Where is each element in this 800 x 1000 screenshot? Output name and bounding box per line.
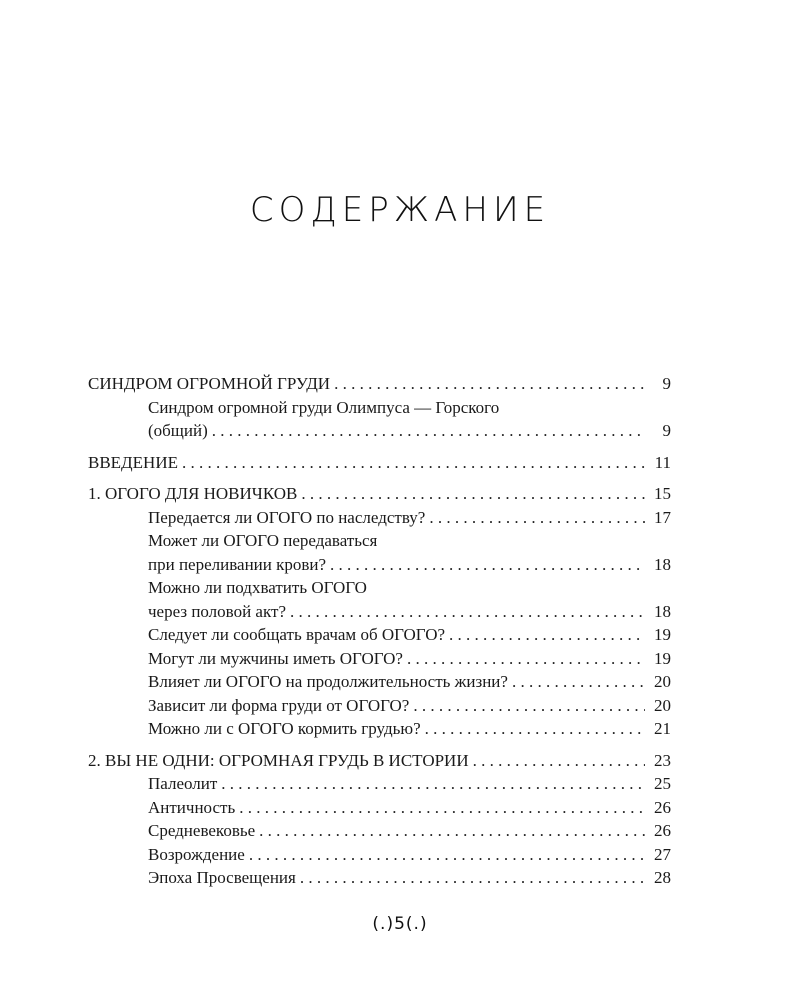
- toc-entry-title: Может ли ОГОГО передаваться: [148, 531, 378, 550]
- toc-page-number: 26: [654, 797, 671, 817]
- toc-page-number: 23: [654, 750, 671, 770]
- toc-entry-title: Влияет ли ОГОГО на продолжительность жизни?: [148, 672, 508, 691]
- toc-entry-title: при переливании крови?: [148, 554, 327, 574]
- toc-section-entry: [88, 553, 671, 577]
- toc-entry-title: Эпоха Просвещения: [148, 868, 296, 887]
- dot-leader: [297, 482, 645, 506]
- toc-entry-title: Возрождение: [148, 844, 245, 864]
- toc-section-entry: [88, 623, 671, 647]
- toc-page-number: 25: [654, 774, 671, 793]
- toc-page-number: 20: [654, 695, 671, 715]
- toc-entry-title: Следует ли сообщать врачам об ОГОГО?: [148, 625, 446, 644]
- toc-entry-title: Можно ли с ОГОГО кормить грудью?: [148, 719, 421, 738]
- toc-section-entry: [88, 670, 671, 694]
- toc-entry-title: Зависит ли форма груди от ОГОГО?: [148, 695, 410, 715]
- toc-page-number: 26: [654, 821, 671, 840]
- toc-section-entry: [88, 694, 671, 718]
- toc-section-entry: [88, 506, 671, 530]
- toc-section-entry: [88, 419, 671, 443]
- dot-leader: [217, 772, 645, 796]
- dot-leader: [245, 843, 645, 867]
- toc-page-number: 19: [654, 625, 671, 644]
- toc-section-entry: [88, 576, 671, 600]
- toc-entry-title: Передается ли ОГОГО по наследству?: [148, 507, 426, 527]
- toc-entry-title: Античность: [148, 797, 236, 817]
- toc-entry-title: (общий): [148, 421, 208, 440]
- dot-leader: [178, 451, 645, 475]
- dot-leader: [445, 623, 645, 647]
- toc-page-number: 18: [654, 601, 671, 621]
- toc-page-number: 11: [654, 452, 671, 472]
- dot-leader: [235, 796, 645, 820]
- toc-entry-title: Синдром огромной груди Олимпуса — Горского: [148, 397, 500, 417]
- toc-page-number: 9: [662, 421, 671, 440]
- toc-page-number: 19: [654, 648, 671, 668]
- toc-entry-title: Палеолит: [148, 774, 218, 793]
- dot-leader: [425, 506, 645, 530]
- dot-leader: [330, 372, 645, 396]
- toc-section-entry: [88, 647, 671, 671]
- toc-section-entry: [88, 819, 671, 843]
- toc-section-entry: [88, 796, 671, 820]
- page-number: (.)5(.): [372, 914, 428, 934]
- toc-page-number: 17: [654, 507, 671, 527]
- toc-entry-title: СИНДРОМ ОГРОМНОЙ ГРУДИ: [88, 374, 331, 393]
- toc-entry-title: ВВЕДЕНИЕ: [88, 452, 178, 472]
- page-title: СОДЕРЖАНИЕ: [249, 190, 551, 230]
- toc-entry-title: Могут ли мужчины иметь ОГОГО?: [148, 648, 403, 668]
- toc-page-number: 27: [654, 844, 671, 864]
- toc-page-number: 15: [654, 484, 671, 503]
- toc-page-number: 18: [654, 554, 671, 574]
- dot-leader: [508, 670, 645, 694]
- toc-page-number: 9: [662, 374, 671, 393]
- dot-leader: [286, 600, 645, 624]
- toc-entry-title: через половой акт?: [148, 601, 286, 621]
- dot-leader: [296, 866, 645, 890]
- toc-entry-title: 2. ВЫ НЕ ОДНИ: ОГРОМНАЯ ГРУДЬ В ИСТОРИИ: [88, 750, 469, 770]
- toc-chapter-entry: [88, 749, 671, 773]
- table-of-contents: [88, 372, 671, 890]
- toc-page-number: 20: [654, 672, 671, 691]
- toc-chapter-entry: [88, 451, 671, 475]
- toc-section-entry: [88, 396, 671, 420]
- dot-leader: [208, 419, 645, 443]
- toc-page-number: 28: [654, 868, 671, 887]
- toc-page-number: 21: [654, 719, 671, 738]
- toc-section-entry: [88, 529, 671, 553]
- toc-entry-title: Можно ли подхватить ОГОГО: [148, 578, 367, 597]
- toc-entry-title: 1. ОГОГО ДЛЯ НОВИЧКОВ: [88, 484, 298, 503]
- toc-section-entry: [88, 772, 671, 796]
- dot-leader: [421, 717, 645, 741]
- dot-leader: [409, 694, 645, 718]
- dot-leader: [469, 749, 645, 773]
- toc-section-entry: [88, 866, 671, 890]
- dot-leader: [403, 647, 645, 671]
- toc-section-entry: [88, 717, 671, 741]
- toc-entry-title: Средневековье: [148, 821, 256, 840]
- toc-chapter-entry: [88, 372, 671, 396]
- toc-chapter-entry: [88, 482, 671, 506]
- dot-leader: [255, 819, 645, 843]
- toc-section-entry: [88, 600, 671, 624]
- dot-leader: [326, 553, 645, 577]
- toc-section-entry: [88, 843, 671, 867]
